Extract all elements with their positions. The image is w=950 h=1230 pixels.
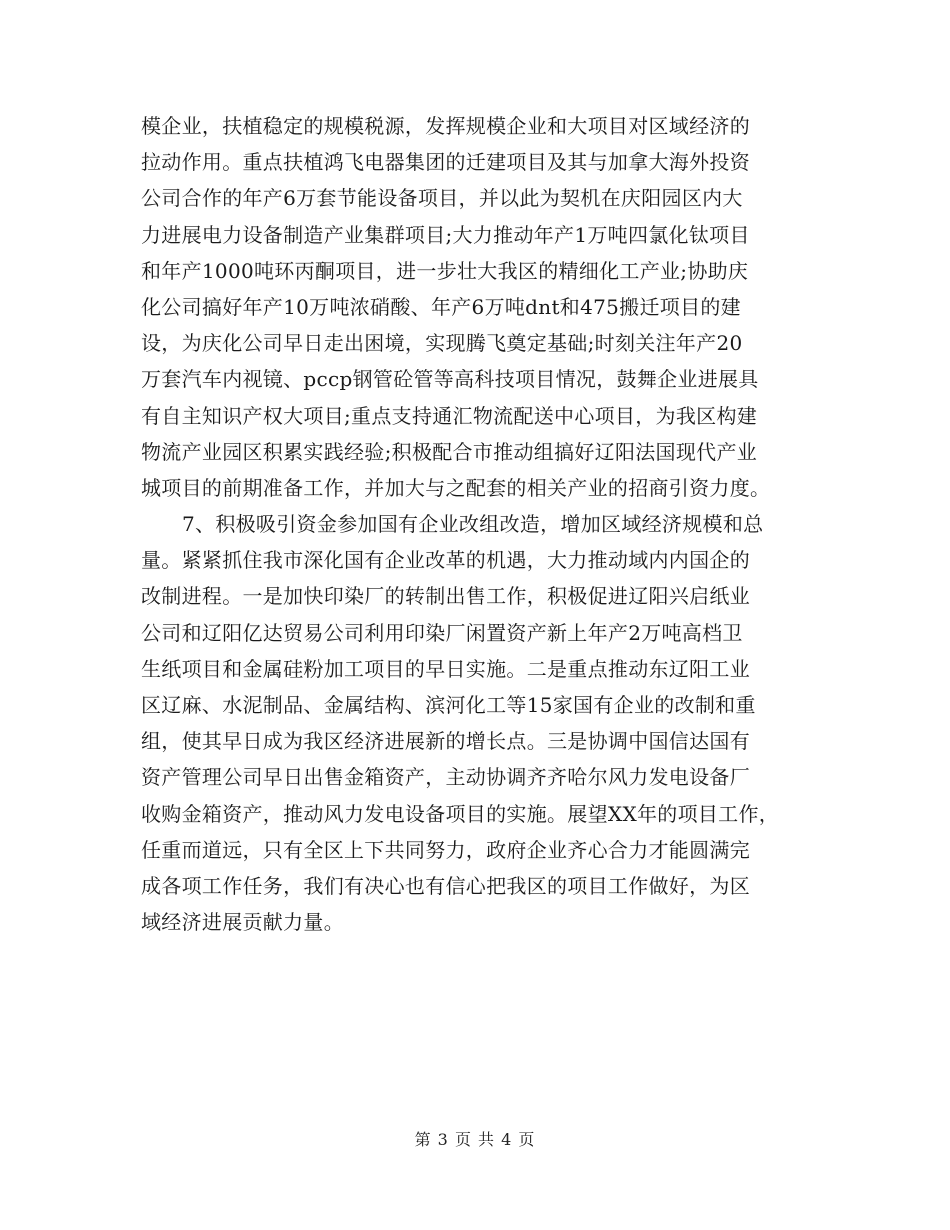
text-line: 物流产业园区积累实践经验;积极配合市推动组搞好辽阳法国现代产业 — [141, 439, 758, 464]
text-line: 生纸项目和金属硅粉加工项目的早日实施。二是重点推动东辽阳工业 — [141, 656, 750, 681]
text-line: 模企业，扶植稳定的规模税源，发挥规模企业和大项目对区域经济的 — [141, 114, 750, 138]
text-line: 组，使其早日成为我区经济进展新的增长点。三是协调中国信达国有 — [141, 729, 750, 754]
paragraph-start-line: 7、积极吸引资金参加国有企业改组改造，增加区域经济规模和总 — [182, 512, 764, 537]
text-line: 成各项工作任务，我们有决心也有信心把我区的项目工作做好，为区 — [141, 873, 750, 898]
text-line: 万套汽车内视镜、pccp钢管砼管等高科技项目情况，鼓舞企业进展具 — [141, 367, 759, 392]
text-line: 改制进程。一是加快印染厂的转制出售工作，积极促进辽阳兴启纸业 — [141, 584, 750, 609]
text-line: 城项目的前期准备工作，并加大与之配套的相关产业的招商引资力度。 — [141, 475, 771, 500]
text-line: 力进展电力设备制造产业集群项目;大力推动年产1万吨四氯化钛项目 — [141, 222, 750, 247]
text-line: 有自主知识产权大项目;重点支持通汇物流配送中心项目，为我区构建 — [141, 403, 758, 428]
text-line: 拉动作用。重点扶植鸿飞电器集团的迁建项目及其与加拿大海外投资 — [141, 150, 750, 175]
text-line: 化公司搞好年产10万吨浓硝酸、年产6万吨dnt和475搬迁项目的建 — [141, 294, 741, 319]
text-line: 域经济进展贡献力量。 — [141, 910, 344, 935]
body-text — [141, 108, 821, 940]
text-line: 量。紧紧抓住我市深化国有企业改革的机遇，大力推动域内内国企的 — [141, 548, 750, 573]
text-line: 公司合作的年产6万套节能设备项目，并以此为契机在庆阳园区内大 — [141, 186, 743, 211]
text-line: 资产管理公司早日出售金箱资产，主动协调齐齐哈尔风力发电设备厂 — [141, 765, 750, 790]
text-line: 任重而道远，只有全区上下共同努力，政府企业齐心合力才能圆满完 — [141, 837, 750, 862]
text-line: 收购金箱资产，推动风力发电设备项目的实施。展望XX年的项目工作， — [141, 801, 780, 826]
text-line: 设，为庆化公司早日走出困境，实现腾飞奠定基础;时刻关注年产20 — [141, 331, 743, 356]
page-number-footer: 第 3 页 共 4 页 — [414, 1130, 536, 1149]
text-line: 公司和辽阳亿达贸易公司利用印染厂闲置资产新上年产2万吨高档卫 — [141, 620, 743, 645]
text-line: 区辽麻、水泥制品、金属结构、滨河化工等15家国有企业的改制和重 — [141, 693, 756, 717]
text-line: 和年产1000吨环丙酮项目，进一步壮大我区的精细化工产业;协助庆 — [141, 258, 749, 283]
